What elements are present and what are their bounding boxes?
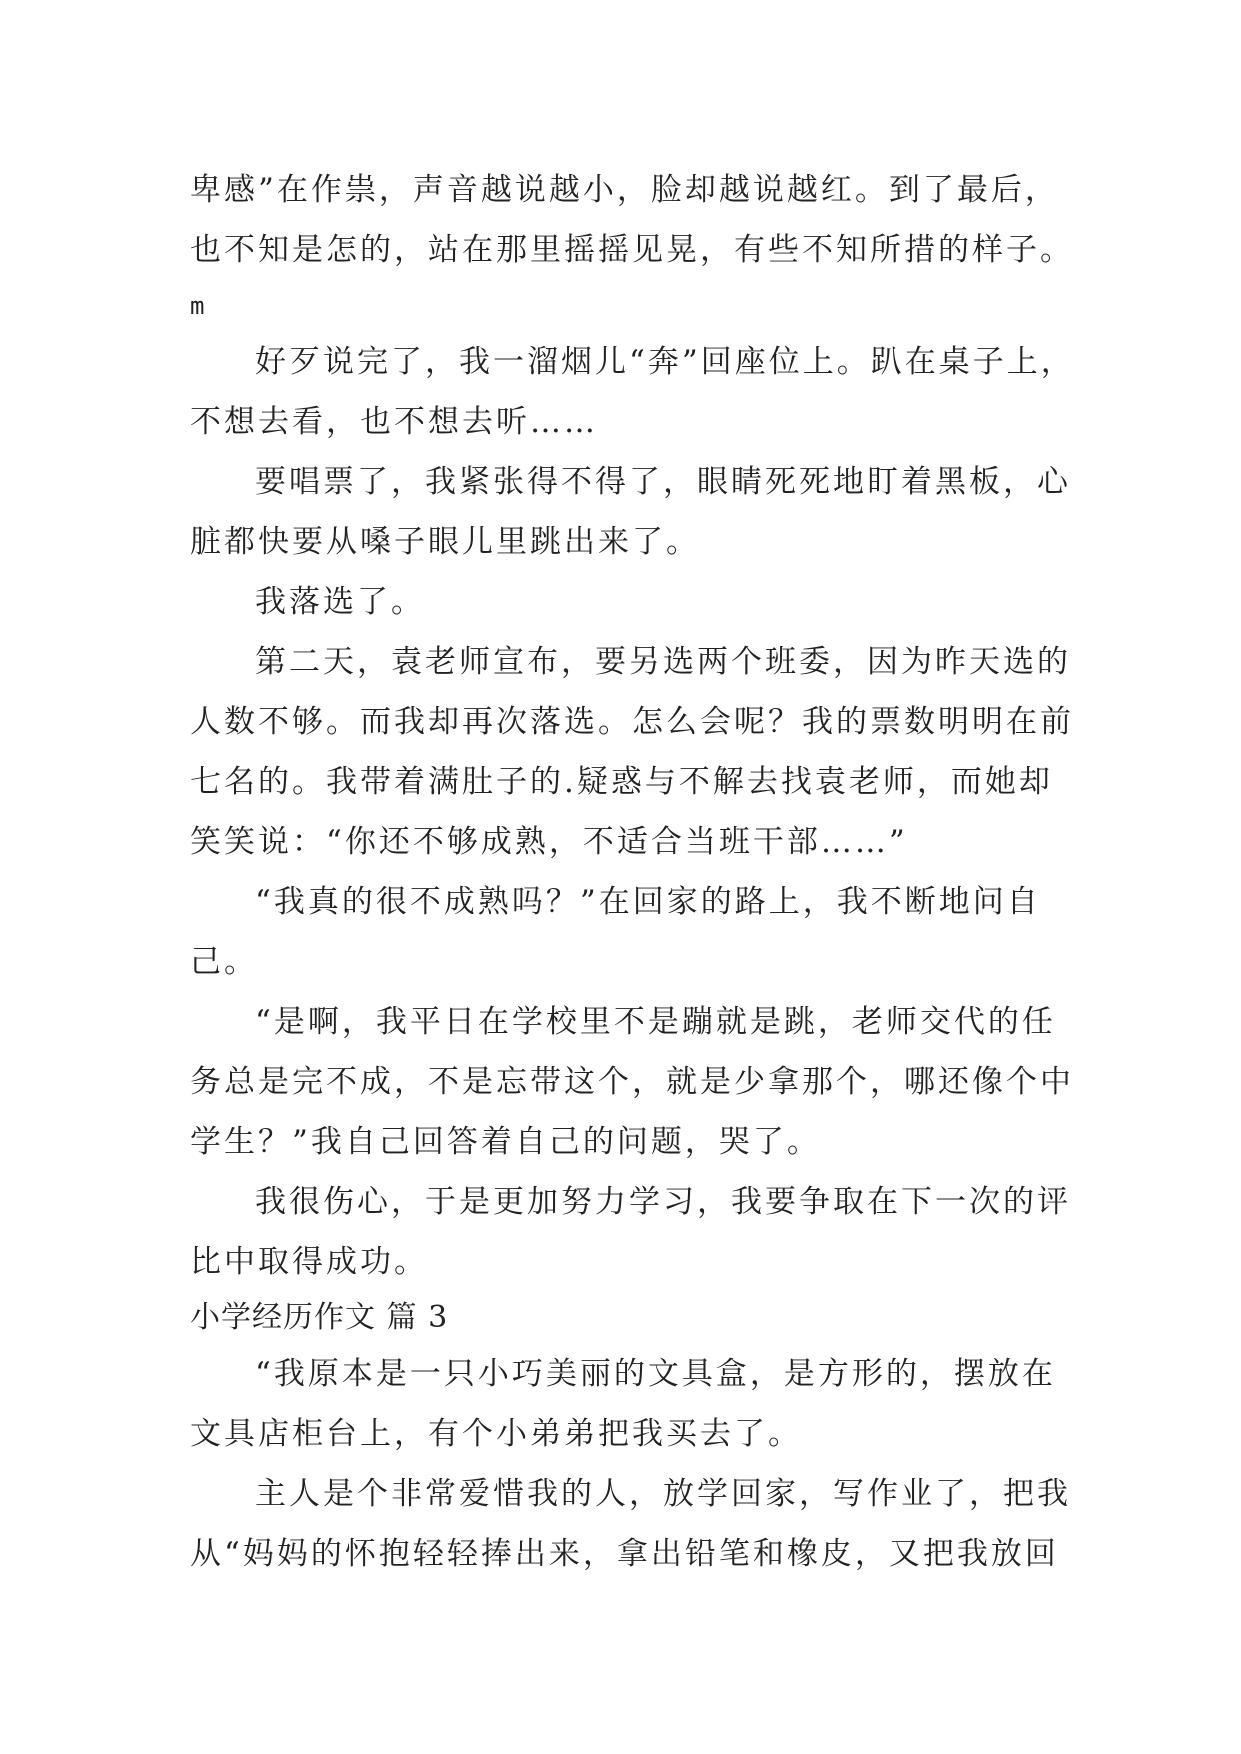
text-line: 脏都快要从嗓子眼儿里跳出来了。: [190, 524, 700, 560]
text-line: 笑笑说：“你还不够成熟，不适合当班干部……”: [190, 824, 908, 860]
text-line: 第二天，袁老师宣布，要另选两个班委，因为昨天选的: [255, 644, 1071, 680]
text-line: 学生？”我自己回答着自己的问题，哭了。: [190, 1124, 821, 1160]
text-line: 卑感”在作祟，声音越说越小，脸却越说越红。到了最后，: [190, 172, 1059, 208]
text-line: 文具店柜台上，有个小弟弟把我买去了。: [190, 1416, 802, 1452]
text-line: 我很伤心，于是更加努力学习，我要争取在下一次的评: [255, 1184, 1071, 1220]
text-line: 也不知是怎的，站在那里摇摇见晃，有些不知所措的样子。: [190, 232, 1074, 268]
document-body: [190, 160, 1075, 1584]
text-line: 主人是个非常爱惜我的人，放学回家，写作业了，把我: [255, 1476, 1071, 1512]
text-line: 好歹说完了，我一溜烟儿“奔”回座位上。趴在桌子上，: [255, 344, 1075, 380]
text-line: 务总是完不成，不是忘带这个，就是少拿那个，哪还像个中: [190, 1064, 1074, 1100]
text-line: 不想去看，也不想去听……: [190, 404, 598, 440]
section-title: 小学经历作文 篇 3: [190, 1300, 449, 1335]
text-line: 我落选了。: [255, 584, 425, 620]
stray-character: m: [190, 292, 205, 320]
text-line: “我原本是一只小巧美丽的文具盒，是方形的，摆放在: [255, 1356, 1056, 1392]
text-line: 比中取得成功。: [190, 1244, 428, 1280]
text-line: 七名的。我带着满肚子的.疑惑与不解去找袁老师，而她却: [190, 764, 1053, 800]
text-line: 己。: [190, 944, 258, 980]
text-line: 人数不够。而我却再次落选。怎么会呢？我的票数明明在前: [190, 704, 1074, 740]
text-line: 从“妈妈的怀抱轻轻捧出来，拿出铅笔和橡皮，又把我放回: [190, 1536, 1059, 1572]
text-line: “我真的很不成熟吗？”在回家的路上，我不断地问自: [255, 884, 1041, 920]
text-line: 要唱票了，我紧张得不得了，眼睛死死地盯着黑板，心: [255, 464, 1071, 500]
text-line: “是啊，我平日在学校里不是蹦就是跳，老师交代的任: [255, 1004, 1056, 1040]
